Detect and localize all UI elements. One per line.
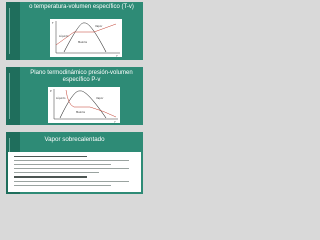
- slide-title: o temperatura-volumen específico (T-v): [29, 4, 134, 10]
- text-line: [14, 185, 111, 186]
- region-label-liquid: Líquido: [56, 97, 66, 100]
- slide-title: Plano termodinámico presión-volumen específico P-v: [30, 70, 133, 83]
- region-label-vapor: Vapor: [95, 25, 103, 28]
- pv-diagram: [48, 87, 120, 123]
- text-line: [14, 181, 129, 182]
- slide-thumbnail-3[interactable]: [6, 132, 143, 194]
- slide-thumbnail-1[interactable]: [6, 2, 143, 60]
- text-line: [14, 156, 87, 157]
- region-label-liquid: Líquido: [59, 35, 69, 38]
- slide-side-decoration: [6, 67, 20, 125]
- text-line: [14, 164, 111, 165]
- text-line: [14, 172, 99, 173]
- region-label-mixture: Mezcla: [78, 41, 87, 44]
- tv-diagram-svg: [50, 19, 122, 57]
- axis-label-t: T: [52, 22, 54, 25]
- axis-label-v: v: [114, 120, 116, 123]
- region-label-vapor: Vapor: [96, 97, 104, 100]
- axis-label-p: P: [50, 90, 52, 93]
- slide-title: Vapor sobrecalentado: [44, 136, 105, 143]
- slide-side-decoration: [6, 2, 20, 60]
- text-lines: [14, 156, 135, 189]
- slide-text-body: [8, 152, 141, 192]
- pv-diagram-svg: [48, 87, 120, 123]
- slide-thumbnail-2[interactable]: [6, 67, 143, 125]
- text-line: [14, 168, 129, 169]
- text-line: [14, 160, 129, 161]
- axis-label-v: v: [116, 54, 118, 57]
- isotherm-line: [66, 90, 116, 117]
- tv-diagram: [50, 19, 122, 57]
- region-label-mixture: Mezcla: [76, 111, 85, 114]
- text-line: [14, 176, 87, 177]
